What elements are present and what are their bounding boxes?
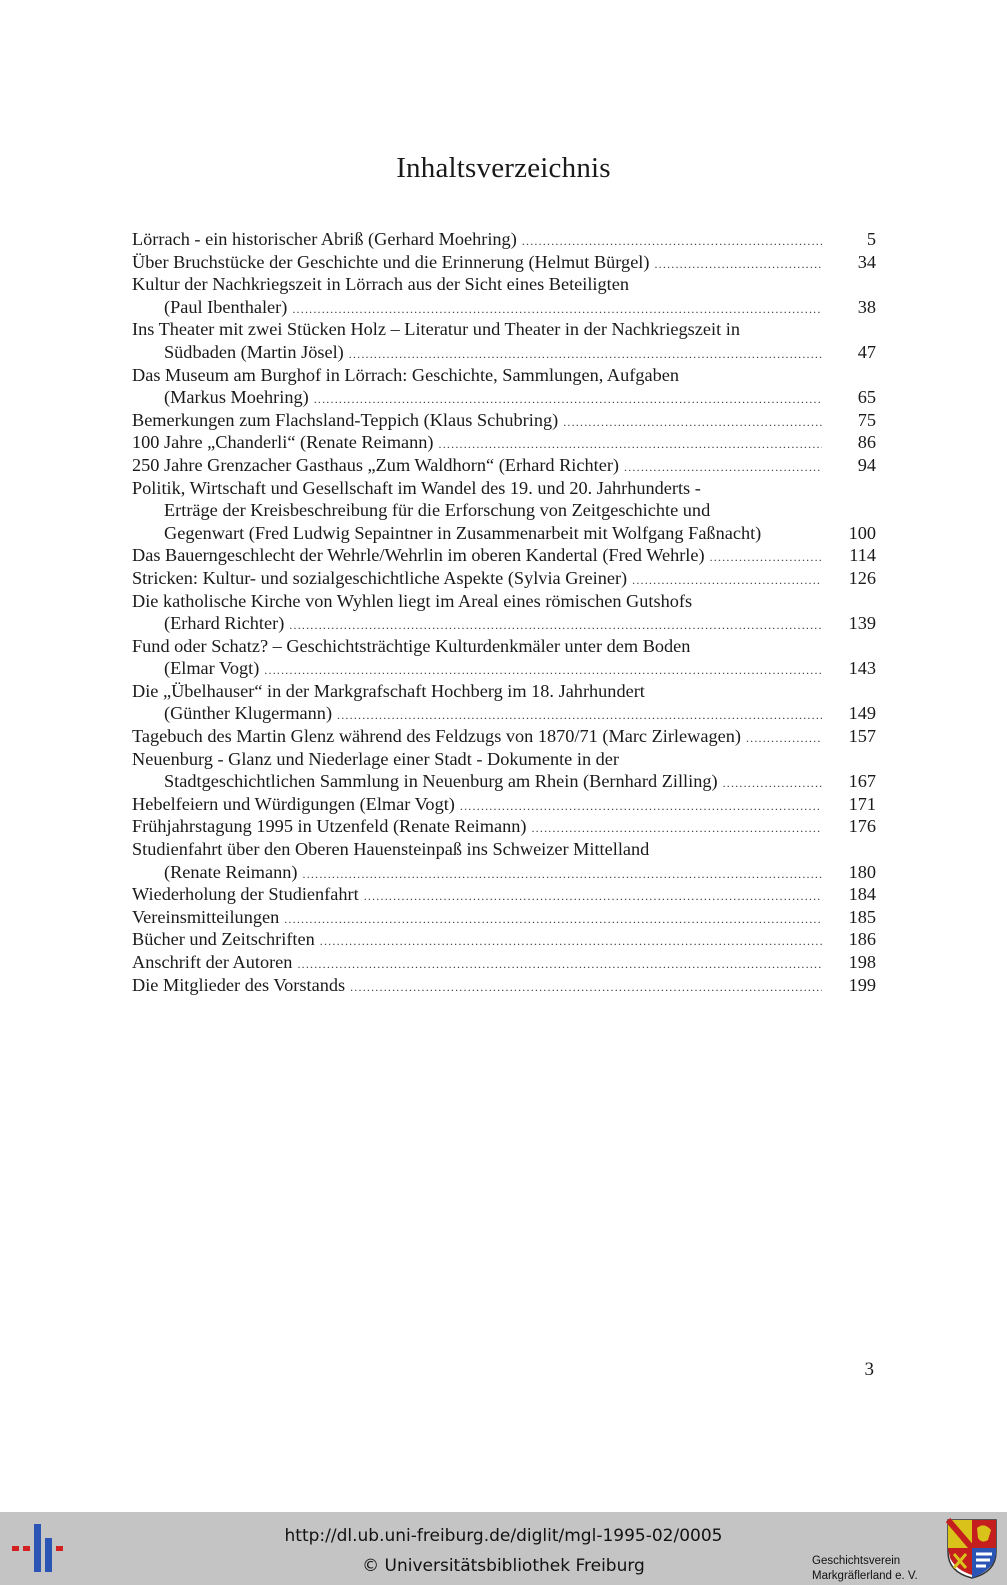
toc-entry	[132, 228, 876, 251]
toc-page-number: 143	[848, 658, 876, 679]
toc-entry	[132, 251, 876, 274]
dot-leader	[350, 976, 822, 999]
dot-leader	[297, 953, 822, 976]
toc-page-number: 94	[857, 454, 876, 475]
toc-entry-title: Anschrift der Autoren	[132, 952, 293, 972]
toc-page-number: 149	[848, 703, 876, 724]
toc-entry	[132, 883, 876, 906]
toc-entry-continuation	[132, 341, 876, 364]
toc-page-number: 86	[857, 432, 876, 453]
toc-entry-title: Die Mitglieder des Vorstands	[132, 974, 346, 995]
toc-entry-title: (Günther Klugermann)	[164, 703, 333, 724]
toc-entry-title: Die katholische Kirche von Wyhlen liegt im Areal eines römischen Gutshofs	[132, 590, 693, 611]
toc-entry-title: Kultur der Nachkriegszeit in Lörrach aus der Sicht eines Beteiligten	[132, 274, 629, 295]
dot-leader	[460, 795, 822, 818]
toc-entry	[132, 544, 876, 567]
toc-page-number: 176	[848, 816, 876, 837]
toc-entry-continuation	[132, 522, 876, 545]
society-name	[812, 1554, 918, 1584]
toc-page-number: 167	[848, 771, 876, 792]
toc-entry-title: Ins Theater mit zwei Stücken Holz – Literatur und Theater in der Nachkriegszeit in	[132, 319, 740, 340]
dot-leader	[723, 772, 822, 795]
toc-entry	[132, 793, 876, 816]
toc-entry-continuation	[132, 657, 876, 680]
toc-page-number: 47	[857, 341, 876, 362]
toc-entry-title: Erträge der Kreisbeschreibung für die Erforschung von Zeitgeschichte und	[164, 500, 711, 521]
dot-leader	[264, 659, 822, 682]
toc-page-number: 100	[848, 522, 876, 543]
toc-entry-continuation	[132, 296, 876, 319]
toc-entry-continuation	[132, 386, 876, 409]
toc-entry-title: Die „Übelhauser“ in der Markgrafschaft Hochberg im 18. Jahrhundert	[132, 680, 645, 701]
copyright-notice: © Universitätsbibliothek Freiburg	[362, 1556, 645, 1576]
dot-leader	[522, 230, 822, 253]
page-number: 3	[864, 1359, 874, 1380]
toc-entry-continuation	[132, 612, 876, 635]
toc-entry	[132, 928, 876, 951]
toc-page-number: 114	[849, 545, 876, 566]
toc-page-number: 185	[848, 906, 876, 927]
toc-page-number: 180	[848, 861, 876, 882]
toc-entry-title: Studienfahrt über den Oberen Hauensteinpaß ins Schweizer Mittelland	[132, 839, 650, 860]
dot-leader	[292, 298, 822, 321]
toc-entry-title: Neuenburg - Glanz und Niederlage einer Stadt - Dokumente in der	[132, 748, 619, 769]
dot-leader	[632, 569, 822, 592]
page-title: Inhaltsverzeichnis	[396, 152, 611, 184]
dot-leader	[349, 343, 822, 366]
toc-entry-title: Südbaden (Martin Jösel)	[164, 341, 344, 362]
toc-page-number: 139	[848, 613, 876, 634]
toc-entry-title: 100 Jahre „Chanderli“ (Renate Reimann)	[132, 432, 434, 453]
toc-entry-title: Fund oder Schatz? – Geschichtsträchtige Kulturdenkmäler unter dem Boden	[132, 635, 691, 656]
toc-entry-title: Gegenwart (Fred Ludwig Sepaintner in Zusammenarbeit mit Wolfgang Faßnacht)	[164, 522, 762, 543]
society-name-line1: Geschichtsverein	[812, 1555, 901, 1567]
toc-entry-title: (Markus Moehring)	[164, 387, 309, 408]
toc-entry	[132, 431, 876, 454]
dot-leader	[303, 863, 822, 886]
toc-entry	[132, 974, 876, 997]
dot-leader	[624, 456, 822, 479]
toc-page-number: 171	[848, 793, 876, 814]
toc-page-number: 65	[857, 387, 876, 408]
toc-entry-continuation	[132, 861, 876, 884]
dot-leader	[710, 546, 822, 569]
toc-entry	[132, 364, 876, 387]
toc-entry	[132, 748, 876, 771]
dot-leader	[439, 433, 822, 456]
toc-entry-title: Frühjahrstagung 1995 in Utzenfeld (Renate Reimann)	[132, 816, 527, 837]
toc-entry	[132, 815, 876, 838]
toc-entry-title: (Paul Ibenthaler)	[164, 296, 288, 317]
document-url-link[interactable]: http://dl.ub.uni-freiburg.de/diglit/mgl-1995-02/0005	[284, 1526, 723, 1546]
toc-page-number: 126	[848, 567, 876, 588]
toc-entry-title: Politik, Wirtschaft und Gesellschaft im Wandel des 19. und 20. Jahrhunderts -	[132, 477, 701, 498]
toc-page-number: 38	[857, 296, 876, 317]
toc-entry	[132, 477, 876, 500]
toc-page-number: 199	[848, 974, 876, 995]
toc-page-number: 198	[848, 952, 876, 972]
toc-entry-title: Stricken: Kultur- und sozialgeschichtliche Aspekte (Sylvia Greiner)	[132, 567, 628, 588]
toc-page-number: 34	[857, 251, 876, 272]
dot-leader	[531, 817, 822, 840]
toc-entry	[132, 951, 876, 974]
toc-entry	[132, 273, 876, 296]
toc-page-number: 184	[848, 884, 876, 905]
dot-leader	[746, 727, 822, 750]
dot-leader	[320, 930, 822, 953]
dot-leader	[289, 614, 822, 637]
toc-entry-title: Bemerkungen zum Flachsland-Teppich (Klaus Schubring)	[132, 409, 559, 430]
toc-page-number: 5	[866, 229, 876, 249]
dot-leader	[563, 411, 822, 434]
toc-entry-title: Über Bruchstücke der Geschichte und die Erinnerung (Helmut Bürgel)	[132, 251, 650, 272]
toc-entry	[132, 590, 876, 613]
dot-leader	[314, 388, 822, 411]
toc-entry-title: Das Bauerngeschlecht der Wehrle/Wehrlin im oberen Kandertal (Fred Wehrle)	[132, 545, 705, 566]
society-name-line2: Markgräflerland e. V.	[812, 1570, 918, 1582]
dot-leader	[364, 885, 822, 908]
toc-entry-title: Bücher und Zeitschriften	[132, 929, 315, 950]
toc-entry-title: (Erhard Richter)	[164, 613, 285, 634]
toc-entry	[132, 680, 876, 703]
toc-entry	[132, 725, 876, 748]
toc-entry	[132, 318, 876, 341]
toc-page-number: 157	[848, 726, 876, 747]
toc-entry-continuation	[132, 770, 876, 793]
dot-leader	[337, 704, 822, 727]
coat-of-arms-icon[interactable]	[946, 1518, 998, 1580]
toc-entry-continuation	[132, 702, 876, 725]
toc-entry	[132, 454, 876, 477]
toc-entry	[132, 409, 876, 432]
toc-entry	[132, 838, 876, 861]
toc-entry-title: (Renate Reimann)	[164, 861, 298, 882]
toc-entry-title: (Elmar Vogt)	[164, 658, 260, 679]
dot-leader	[284, 908, 822, 931]
toc-page-number: 75	[857, 409, 876, 430]
toc-entry	[132, 567, 876, 590]
toc-entry-title: Lörrach - ein historischer Abriß (Gerhard Moehring)	[132, 229, 517, 249]
toc-entry-title: Tagebuch des Martin Glenz während des Feldzugs von 1870/71 (Marc Zirlewagen)	[132, 726, 741, 747]
toc-page-number: 186	[848, 929, 876, 950]
toc-entry-title: Hebelfeiern und Würdigungen (Elmar Vogt)	[132, 793, 455, 814]
toc-entry-title: Vereinsmitteilungen	[132, 906, 280, 927]
toc-entry-continuation	[132, 499, 876, 522]
viewer-footer	[0, 1512, 1007, 1585]
dot-leader	[654, 253, 822, 276]
toc-entry	[132, 635, 876, 658]
toc-entry-title: Stadtgeschichtlichen Sammlung in Neuenburg am Rhein (Bernhard Zilling)	[164, 771, 718, 792]
toc-entry	[132, 906, 876, 929]
toc-entry-title: Wiederholung der Studienfahrt	[132, 884, 359, 905]
toc-entry-title: 250 Jahre Grenzacher Gasthaus „Zum Waldhorn“ (Erhard Richter)	[132, 454, 620, 475]
toc-entry-title: Das Museum am Burghof in Lörrach: Geschichte, Sammlungen, Aufgaben	[132, 364, 679, 385]
table-of-contents	[132, 228, 876, 996]
